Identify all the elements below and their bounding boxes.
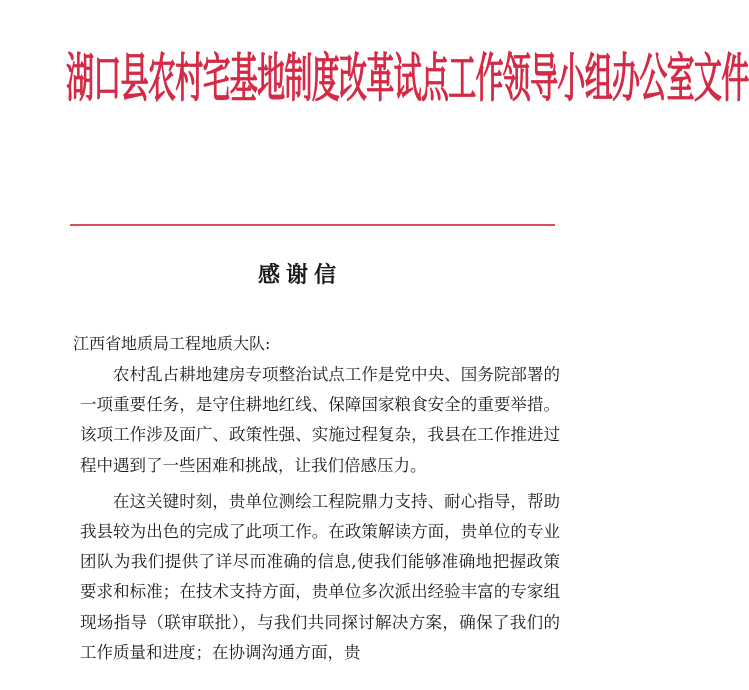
body-paragraph: 在这关键时刻，贵单位测绘工程院鼎力支持、耐心指导，帮助我县较为出色的完成了此项工作。在政策解读方面，贵单位的专业团队为我们提供了详尽而准确的信息,使我们能够准确地把握政策要求和标准；在技术支持方面，贵单位多次派出经验丰富的专家组现场指导（联审联批），与我们共同探讨解决方案，确保了我们的工作质量和进度；在协调沟通方面，贵 [80, 491, 560, 662]
body-paragraph: 农村乱占耕地建房专项整治试点工作是党中央、国务院部署的一项重要任务，是守住耕地红线、保障国家粮食安全的重要举措。该项工作涉及面广、政策性强、实施过程复杂，我县在工作推进过程中遇到了一些困难和挑战，让我们倍感压力。 [80, 365, 560, 475]
document-title: 感谢信 [257, 263, 342, 288]
letter-body [80, 360, 560, 674]
letterhead-title: 湖口县农村宅基地制度改革试点工作领导小组办公室文件 [66, 48, 749, 110]
salutation: 江西省地质局工程地质大队: [73, 334, 271, 353]
letterhead-divider [70, 224, 555, 226]
